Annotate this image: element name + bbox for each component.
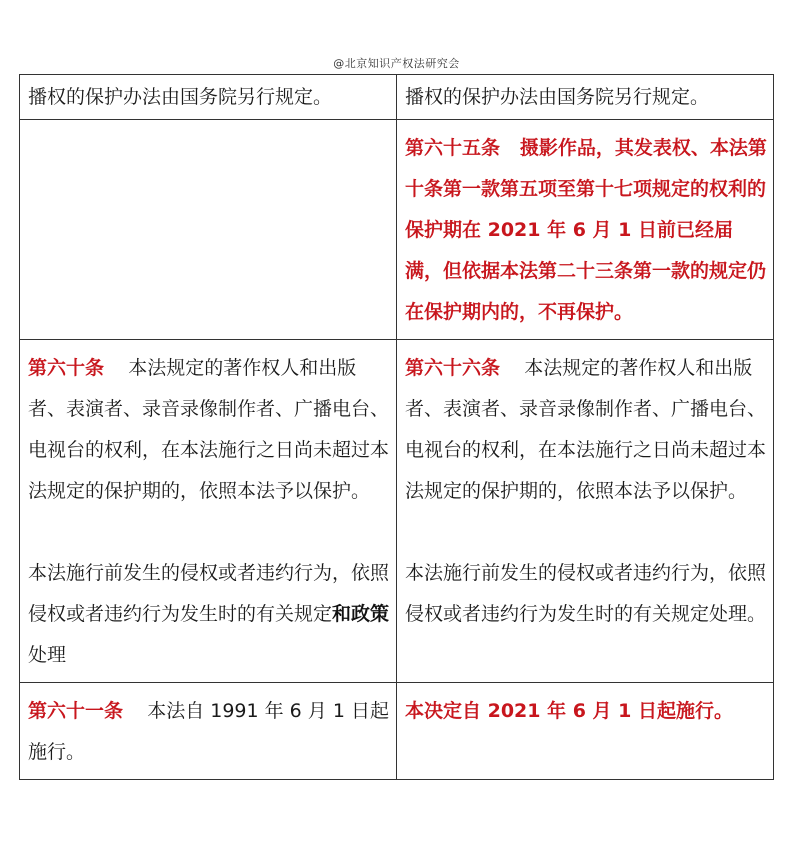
deleted-phrase: 和政策 [332, 603, 390, 625]
article-text: 本法施行前发生的侵权或者违约行为，依照侵权或者违约行为发生时的有关规定处理。 [405, 562, 767, 625]
paragraph [405, 348, 767, 512]
cell-new-law [397, 683, 774, 780]
cell-text: 播权的保护办法由国务院另行规定。 [28, 86, 333, 108]
paragraph [28, 553, 390, 676]
article-number: 第六十六条 [405, 357, 501, 379]
cell-text: 播权的保护办法由国务院另行规定。 [405, 86, 710, 108]
article-text: 本法规定的著作权人和出版者、表演者、录音录像制作者、广播电台、电视台的权利，在本法施行之日尚未超过本法规定的保护期的，依照本法予以保护。 [28, 357, 390, 502]
cell-old-law [20, 683, 397, 780]
article-number: 第六十条 [28, 357, 105, 379]
article-text: 处理 [28, 644, 67, 666]
table-row [20, 340, 774, 683]
cell-old-law [20, 75, 397, 120]
article-number: 第六十五条 [405, 137, 501, 159]
paragraph [405, 553, 767, 635]
cell-new-law [397, 120, 774, 340]
table-row [20, 75, 774, 120]
cell-old-law-empty [20, 120, 397, 340]
cell-new-law [397, 75, 774, 120]
law-comparison-table [19, 74, 774, 780]
article-text: 摄影作品，其发表权、本法第十条第一款第五项至第十七项规定的权利的保护期在 2021 年 6 月 1 日前已经届满，但依据本法第二十三条第一款的规定仍在保护期内的，不再保护。 [405, 137, 767, 323]
article-number: 第六十一条 [28, 700, 124, 722]
paragraph [28, 348, 390, 512]
table-row [20, 120, 774, 340]
article-text: 本法施行前发生的侵权或者违约行为，依照侵权或者违约行为发生时的有关规定 [28, 562, 390, 625]
watermark: @北京知识产权法研究会 [333, 57, 460, 70]
article-body [405, 137, 767, 323]
cell-new-law [397, 340, 774, 683]
table-row [20, 683, 774, 780]
article-text: 本决定自 2021 年 6 月 1 日起施行。 [405, 700, 734, 722]
paragraph-gap [28, 512, 390, 553]
cell-old-law [20, 340, 397, 683]
article-text: 本法规定的著作权人和出版者、表演者、录音录像制作者、广播电台、电视台的权利，在本法施行之日尚未超过本法规定的保护期的，依照本法予以保护。 [405, 357, 767, 502]
article-text: 本法自 1991 年 6 月 1 日起施行。 [28, 700, 389, 763]
paragraph-gap [405, 512, 767, 553]
